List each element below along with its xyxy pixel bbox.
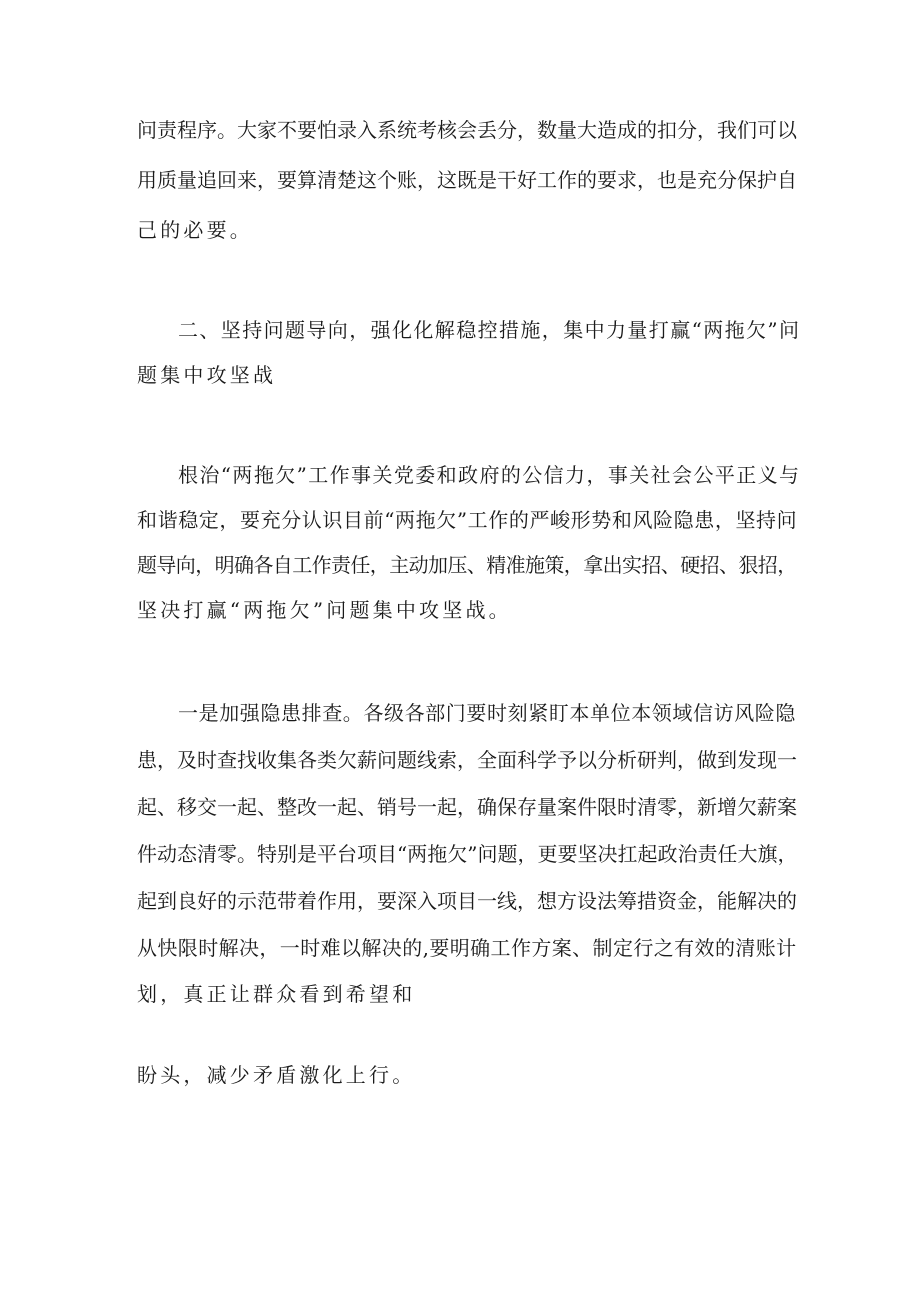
text-line: 和谐稳定，要充分认识目前“两拖欠”工作的严峻形势和风险隐患，坚持问 (137, 508, 798, 532)
text-line: 患，及时查找收集各类欠薪问题线索，全面科学予以分析研判，做到发现一 (137, 748, 797, 772)
text-line: 起、移交一起、整改一起、销号一起，确保存量案件限时清零，新增欠薪案 (137, 795, 797, 819)
text-line: 题导向，明确各自工作责任，主动加压、精准施策，拿出实招、硬招、狠招， (137, 553, 797, 577)
text-line: 用质量追回来，要算清楚这个账，这既是干好工作的要求，也是充分保护自 (137, 168, 797, 192)
text-line: 一是加强隐患排查。各级各部门要时刻紧盯本单位本领域信访风险隐 (178, 701, 796, 725)
text-line: 己的必要。 (137, 218, 253, 242)
text-line: 划，真正让群众看到希望和 (137, 982, 416, 1006)
text-line: 从快限时解决，一时难以解决的,要明确工作方案、制定行之有效的清账计 (137, 936, 797, 960)
text-line: 坚决打赢“两拖欠”问题集中攻坚战。 (137, 598, 512, 622)
heading-line: 二、坚持问题导向，强化化解稳控措施，集中力量打赢“两拖欠”问 (178, 318, 801, 342)
text-line: 盼头，减少矛盾激化上行。 (137, 1063, 416, 1087)
text-line: 根治“两拖欠”工作事关党委和政府的公信力，事关社会公平正义与 (178, 463, 801, 487)
heading-line: 题集中攻坚战 (137, 363, 277, 387)
text-line: 起到良好的示范带着作用，要深入项目一线，想方设法筹措资金，能解决的 (137, 889, 797, 913)
text-line: 件动态清零。特别是平台项目“两拖欠”问题，更要坚决扛起政治责任大旗， (137, 842, 798, 866)
text-line: 问责程序。大家不要怕录入系统考核会丢分，数量大造成的扣分，我们可以 (137, 118, 797, 142)
